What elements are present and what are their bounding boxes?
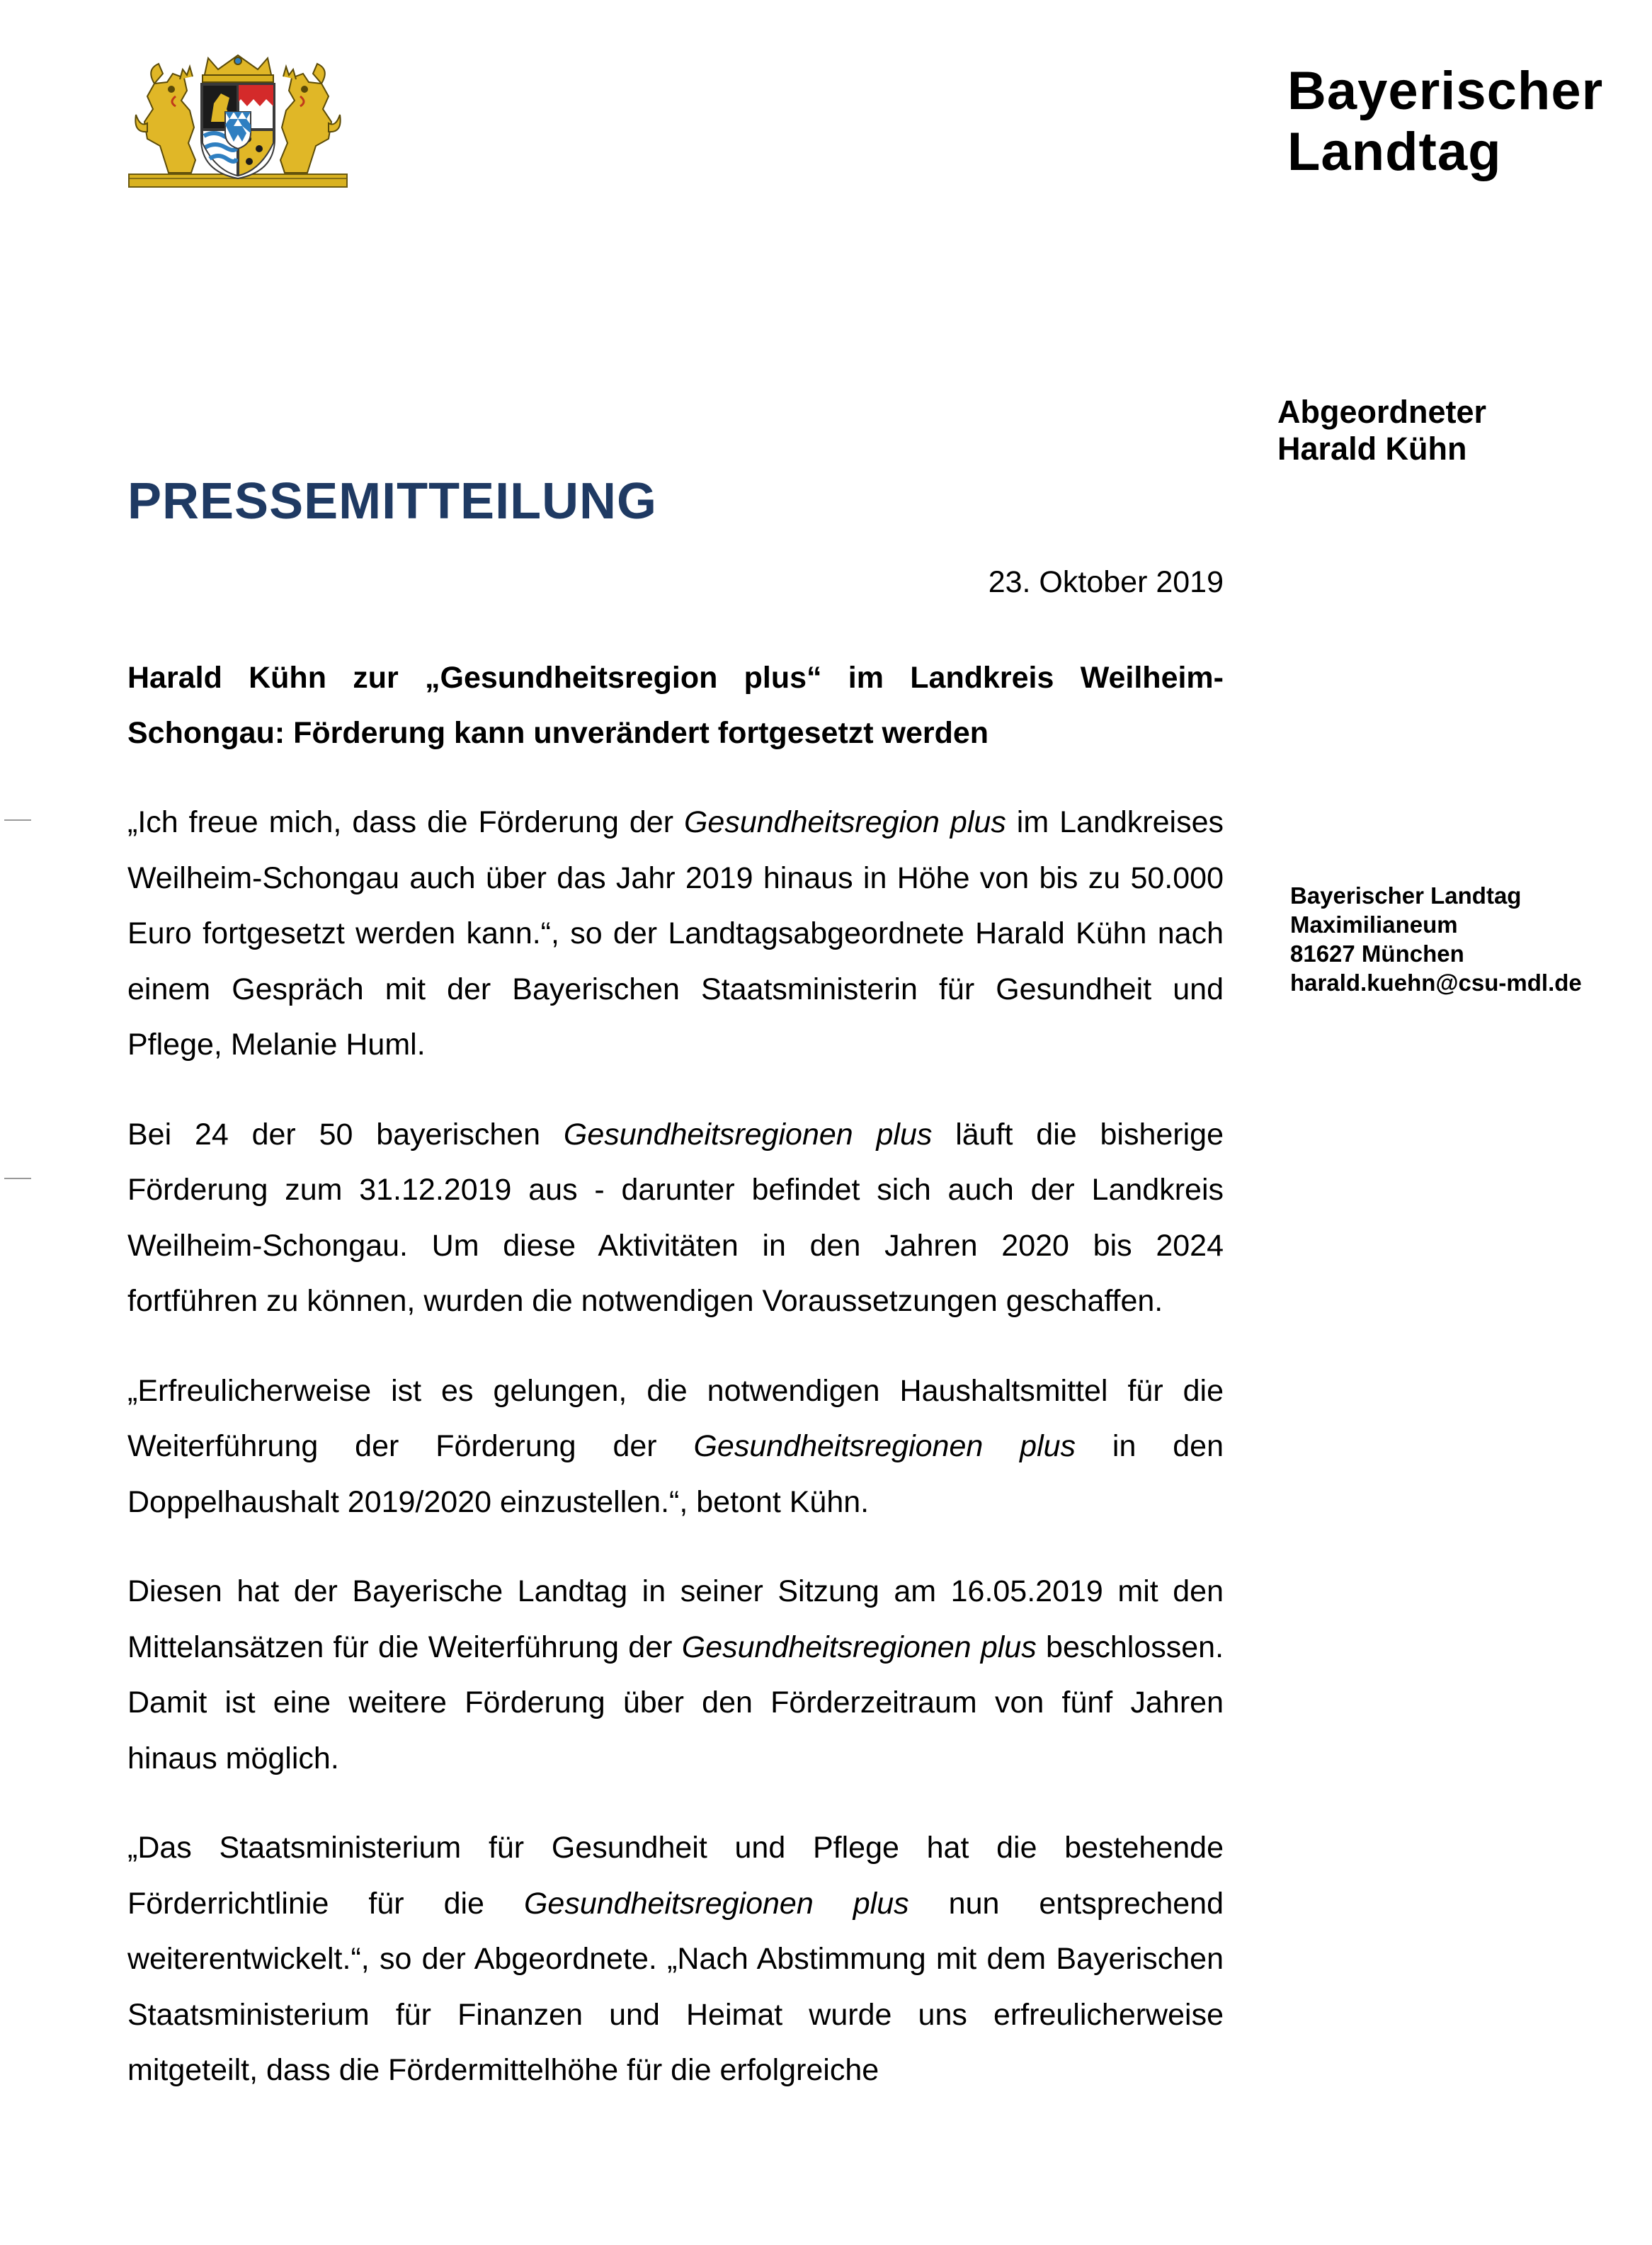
brand-wordmark [1287, 61, 1603, 183]
author-title: Abgeordneter [1277, 394, 1487, 430]
body-paragraph: „Ich freue mich, dass die Förderung der Gesundheitsregion plus im Landkreises Weilheim-Schongau auch über das Jahr 2019 hinaus in Höhe von bis zu 50.000 Euro fortgesetzt werden kann.“, so der Landtagsabgeordnete Harald Kühn nach einem Gespräch mit der Bayerischen Staatsministerin für Gesundheit und Pflege, Melanie Huml. [127, 805, 1224, 1062]
document-body [127, 650, 1224, 2132]
author-name: Harald Kühn [1277, 431, 1467, 467]
margin-fold-mark [4, 819, 31, 821]
brand-line-2: Landtag [1287, 122, 1502, 182]
contact-block [1290, 881, 1582, 997]
document-title: PRESSEMITTEILUNG [127, 473, 658, 530]
body-paragraph: „Das Staatsministerium für Gesundheit und Pflege hat die bestehende Förderrichtlinie für die Gesundheitsregionen plus nun entsprechend weiterentwickelt.“, so der Abgeordnete. „Nach Abstimmung mit dem Bayerischen Staatsministerium für Finanzen und Heimat wurde uns erfreulicherweise mitgeteilt, dass die Fördermittelhöhe für die erfolgreiche [127, 1831, 1224, 2087]
margin-punch-mark [4, 1178, 31, 1179]
contact-city: 81627 München [1290, 940, 1464, 967]
brand-line-1: Bayerischer [1287, 61, 1604, 121]
contact-email: harald.kuehn@csu-mdl.de [1290, 970, 1582, 996]
bavarian-coat-of-arms-icon [126, 54, 350, 190]
document-date: 23. Oktober 2019 [988, 565, 1224, 599]
author-block [1277, 394, 1486, 467]
contact-org: Bayerischer Landtag [1290, 882, 1522, 909]
document-headline: Harald Kühn zur „Gesundheitsregion plus“ im Landkreis Weilheim-Schongau: Förderung kann unverändert fortgesetzt werden [127, 661, 1224, 750]
contact-street: Maximilianeum [1290, 911, 1458, 938]
body-paragraph: „Erfreulicherweise ist es gelungen, die notwendigen Haushaltsmittel für die Weiterführung der Förderung der Gesundheitsregionen plus in den Doppelhaushalt 2019/2020 einzustellen.“, betont Kühn. [127, 1373, 1224, 1519]
body-paragraph: Bei 24 der 50 bayerischen Gesundheitsregionen plus läuft die bisherige Förderung zum 31.12.2019 aus - darunter befindet sich auch der Landkreis Weilheim-Schongau. Um diese Aktivitäten in den Jahren 2020 bis 2024 fortführen zu können, wurden die notwendigen Voraussetzungen geschaffen. [127, 1117, 1224, 1318]
body-paragraph: Diesen hat der Bayerische Landtag in seiner Sitzung am 16.05.2019 mit den Mittelansätzen für die Weiterführung der Gesundheitsregionen plus beschlossen. Damit ist eine weitere Förderung über den Förderzeitraum von fünf Jahren hinaus möglich. [127, 1574, 1224, 1775]
